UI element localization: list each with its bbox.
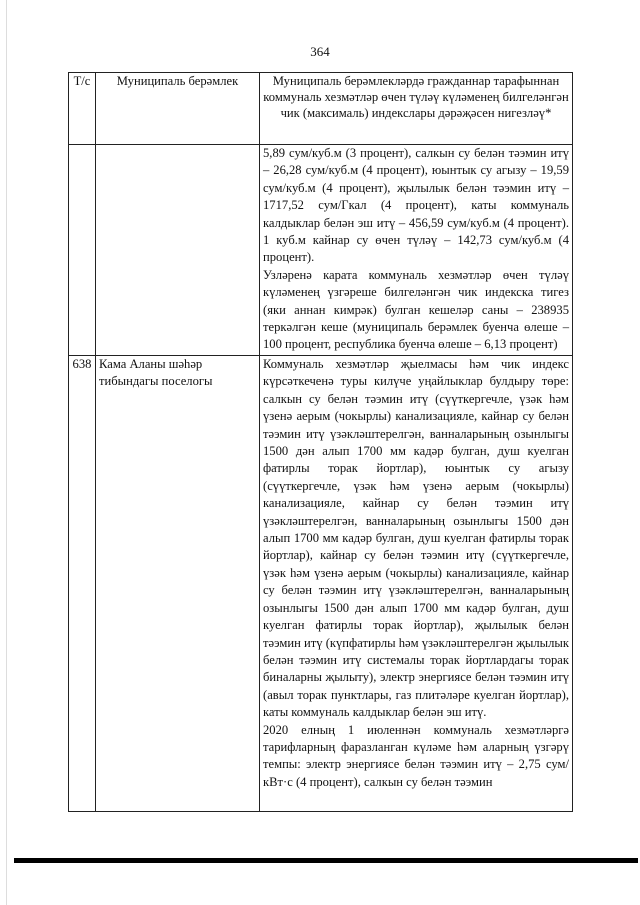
row-number	[69, 145, 96, 356]
paragraph: 5,89 сум/куб.м (3 процент), салкын су белән тәэмин итү – 26,28 сум/куб.м (4 процент), юынтык су агызу – 19,59 сум/куб.м (4 процент), җылылык белән тәэмин итү – 1717,52 сум/Гкал (4 процент), каты коммуналь калдыклар белән эш итү – 456,59 сум/куб.м (4 процент). 1 куб.м кайнар су өчен түләү – 142,73 сум/куб.м (4 процент).	[263, 146, 569, 265]
header-justification: Муниципаль берәмлекләрдә гражданнар тарафыннан коммуналь хезмәтләр өчен түләү күләменең билгеләнгән чик (максималь) индекслары дәрәҗәсен нигезләү*	[260, 73, 573, 145]
row-number: 638	[69, 356, 96, 812]
row-justification	[260, 145, 573, 356]
table-row	[69, 145, 573, 356]
header-number: Т/с	[69, 73, 96, 145]
paragraph: Узләренә карата коммуналь хезмәтләр өчен түләү күләменең үзгәреше билгеләнгән чик индекска тигез (яки аннан кимрәк) булган кешеләр саны – 238935 теркәлгән кеше (муниципаль берәмлек буенча өлеше – 100 процент, республика буенча өлеше – 6,13 процент)	[263, 267, 569, 352]
table-header-row	[69, 73, 573, 145]
paragraph: 2020 елның 1 июленнән коммуналь хезмәтләргә тарифларның фаразланган күләме һәм аларның үзгәрү темпы: электр энергиясе белән тәэмин итү – 2,75 сум/кВт·с (4 процент), салкын су белән тәэмин	[263, 722, 569, 789]
row-municipality	[96, 145, 260, 356]
municipal-index-table	[68, 72, 573, 812]
row-municipality: Кама Аланы шәһәр тибындагы поселогы	[96, 356, 260, 812]
scan-edge-line	[6, 0, 7, 905]
page-number: 364	[310, 44, 330, 59]
row-justification	[260, 356, 573, 812]
table-row	[69, 356, 573, 812]
scan-bottom-bar	[14, 858, 638, 863]
paragraph: Коммуналь хезмәтләр җыелмасы һәм чик индекс күрсәткеченә туры килүче уңайлыклар булдыру төре: салкын су белән тәэмин итү (сүүткергечле, үзәк һәм үзенә аерым (чокырлы) канализацияле, кайнар су белән тәэмин итү үзәкләштерелгән, ванналарының озынлыгы 1500 дән алып 1700 мм кадәр булган, душ куелган фатирлы торак йортлар), юынтык су агызу (сүүткергечле, үзәк һәм үзенә аерым (чокырлы) канализацияле, кайнар су белән тәэмин итү үзәкләштерелгән, ванналарының озынлыгы 1500 дән алып 1700 мм кадәр булган, душ куелган фатирлы торак йортлар), кайнар су белән тәэмин итү (сүүткергечле, үзәк һәм үзенә аерым (чокырлы) канализацияле, кайнар су белән тәэмин итү үзәкләштерелгән, ванналарының озынлыгы 1500 дән алып 1700 мм кадәр булган, душ куелган фатирлы торак йортлар), җылылык белән тәэмин итү (күпфатирлы һәм үзәкләштерелгән җылылык белән тәэмин итү системалы торак йортлардагы торак биналарны җылыту), электр энергиясе белән тәэмин итү (авыл торак пунктлары, газ плитәләре куелган йортлар), каты коммуналь калдыклар белән эш итү.	[263, 357, 569, 720]
header-municipality: Муниципаль берәмлек	[96, 73, 260, 145]
